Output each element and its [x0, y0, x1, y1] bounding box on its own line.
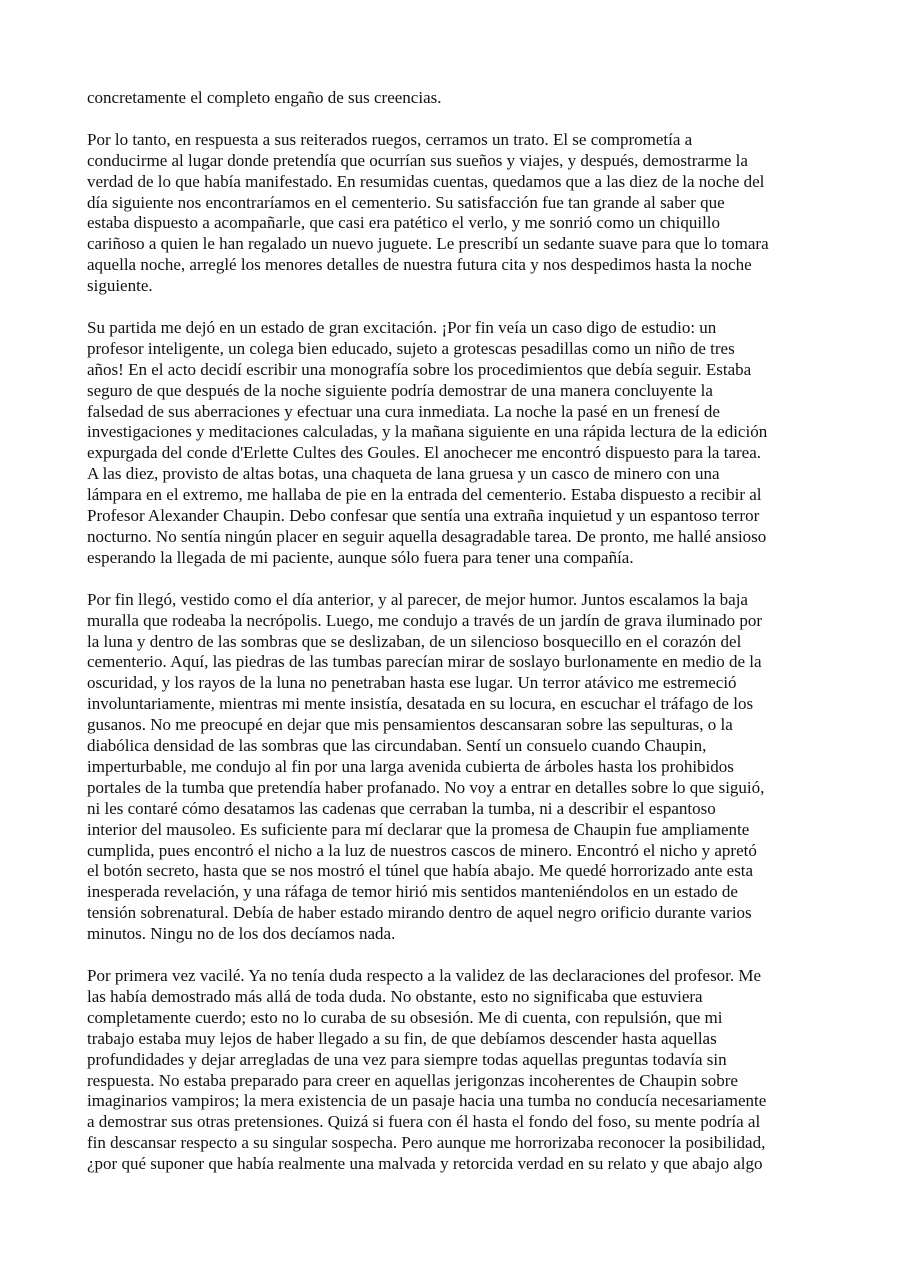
- text-line: esperando la llegada de mi paciente, aunque sólo fuera para tener una compañía.: [87, 547, 634, 567]
- text-line: cariñoso a quien le han regalado un nuevo juguete. Le prescribí un sedante suave para que lo tomara: [87, 234, 769, 254]
- text-line: involuntariamente, mientras mi mente insistía, desatada en su locura, en escuchar el tráfago de los: [87, 694, 754, 714]
- paragraph: [87, 88, 847, 109]
- text-line: profesor inteligente, un colega bien educado, sujeto a grotescas pesadillas como un niño de tres: [87, 338, 735, 358]
- text-line: inesperada revelación, y una ráfaga de temor hirió mis sentidos manteniéndolos en un estado de: [87, 882, 738, 902]
- text-line: expurgada del conde d'Erlette Cultes des Goules. El anochecer me encontró dispuesto para la tarea.: [87, 443, 761, 463]
- text-line: seguro de que después de la noche siguiente podría demostrar de una manera concluyente la: [87, 380, 713, 400]
- text-line: trabajo estaba muy lejos de haber llegado a su fin, de que debíamos descender hasta aquellas: [87, 1028, 717, 1048]
- text-line: imperturbable, me condujo al fin por una larga avenida cubierta de árboles hasta los prohibidos: [87, 756, 734, 776]
- text-line: cementerio. Aquí, las piedras de las tumbas parecían mirar de soslayo burlonamente en medio de la: [87, 652, 762, 672]
- text-line: conducirme al lugar donde pretendía que ocurrían sus sueños y viajes, y después, demostrarme la: [87, 150, 748, 170]
- text-line: día siguiente nos encontraríamos en el cementerio. Su satisfacción fue tan grande al saber que: [87, 192, 725, 212]
- text-line: gusanos. No me preocupé en dejar que mis pensamientos descansaran sobre las sepulturas, o la: [87, 715, 733, 735]
- text-line: ni les contaré cómo desatamos las cadenas que cerraban la tumba, ni a describir el espantoso: [87, 798, 716, 818]
- text-line: imaginarios vampiros; la mera existencia de un pasaje hacia una tumba no conducía necesariamente: [87, 1091, 767, 1111]
- text-line: nocturno. No sentía ningún placer en seguir aquella desagradable tarea. De pronto, me hallé ansioso: [87, 527, 767, 546]
- text-line: A las diez, provisto de altas botas, una chaqueta de lana gruesa y un casco de minero con una: [87, 464, 720, 484]
- text-line: la luna y dentro de las sombras que se deslizaban, de un silencioso bosquecillo en el corazón del: [87, 631, 742, 651]
- text-line: aquella noche, arreglé los menores detalles de nuestra futura cita y nos despedimos hasta la noche: [87, 255, 752, 275]
- text-line: investigaciones y meditaciones calculadas, y la mañana siguiente en una rápida lectura de la edición: [87, 422, 768, 442]
- text-line: el botón secreto, hasta que se nos mostró el túnel que había abajo. Me quedé horrorizado ante esta: [87, 861, 754, 881]
- text-line: estaba dispuesto a acompañarle, que casi era patético el verlo, y me sonrió como un chiquillo: [87, 213, 721, 233]
- paragraph: [87, 966, 847, 1175]
- text-line: a demostrar sus otras pretensiones. Quizá si fuera con él hasta el fondo del foso, su mente podría al: [87, 1112, 761, 1132]
- text-line: Por primera vez vacilé. Ya no tenía duda respecto a la validez de las declaraciones del profesor. Me: [87, 966, 762, 985]
- text-line: lámpara en el extremo, me hallaba de pie en la entrada del cementerio. Estaba dispuesto a recibir al: [87, 485, 762, 505]
- text-line: profundidades y dejar arregladas de una vez para siempre todas aquellas preguntas todavía sin: [87, 1049, 727, 1069]
- text-line: tensión sobrenatural. Debía de haber estado mirando dentro de aquel negro orificio durante varios: [87, 903, 752, 923]
- text-line: las había demostrado más allá de toda duda. No obstante, esto no significaba que estuviera: [87, 986, 703, 1006]
- text-line: diabólica densidad de las sombras que las circundaban. Sentí un consuelo cuando Chaupin,: [87, 736, 707, 756]
- text-line: cumplida, pues encontró el nicho a la luz de nuestros cascos de minero. Encontró el nicho y apretó: [87, 840, 757, 860]
- text-line: minutos. Ningu no de los dos decíamos nada.: [87, 924, 396, 944]
- text-line: muralla que rodeaba la necrópolis. Luego, me condujo a través de un jardín de grava iluminado por: [87, 610, 763, 630]
- text-line: oscuridad, y los rayos de la luna no penetraban hasta ese lugar. Un terror atávico me estremeció: [87, 673, 737, 693]
- text-line: años! En el acto decidí escribir una monografía sobre los procedimientos que debía seguir. Estaba: [87, 359, 752, 379]
- text-line: Por lo tanto, en respuesta a sus reiterados ruegos, cerramos un trato. El se comprometía a: [87, 129, 693, 149]
- text-line: respuesta. No estaba preparado para creer en aquellas jerigonzas incoherentes de Chaupin sobre: [87, 1070, 738, 1090]
- text-line: fin descansar respecto a su singular sospecha. Pero aunque me horrorizaba reconocer la posibilidad,: [87, 1133, 766, 1153]
- text-line: concretamente el completo engaño de sus creencias.: [87, 88, 442, 107]
- text-line: Por fin llegó, vestido como el día anterior, y al parecer, de mejor humor. Juntos escalamos la baja: [87, 589, 748, 609]
- text-line: falsedad de sus aberraciones y efectuar una cura inmediata. La noche la pasé en un frenesí de: [87, 401, 720, 421]
- text-line: verdad de lo que había manifestado. En resumidas cuentas, quedamos que a las diez de la noche del: [87, 171, 765, 191]
- text-line: portales de la tumba que pretendía haber profanado. No voy a entrar en detalles sobre lo que siguió,: [87, 777, 765, 797]
- text-line: siguiente.: [87, 276, 153, 296]
- text-line: completamente cuerdo; esto no lo curaba de su obsesión. Me di cuenta, con repulsión, que mi: [87, 1007, 723, 1027]
- text-line: ¿por qué suponer que había realmente una malvada y retorcida verdad en su relato y que abajo algo: [87, 1154, 763, 1174]
- paragraph: [87, 130, 847, 297]
- document-page: [87, 88, 847, 1196]
- paragraph: [87, 318, 847, 569]
- text-line: interior del mausoleo. Es suficiente para mí declarar que la promesa de Chaupin fue ampliamente: [87, 819, 750, 839]
- text-line: Su partida me dejó en un estado de gran excitación. ¡Por fin veía un caso digo de estudio: un: [87, 317, 717, 337]
- text-line: Profesor Alexander Chaupin. Debo confesar que sentía una extraña inquietud y un espantoso terror: [87, 506, 760, 526]
- paragraph: [87, 590, 847, 945]
